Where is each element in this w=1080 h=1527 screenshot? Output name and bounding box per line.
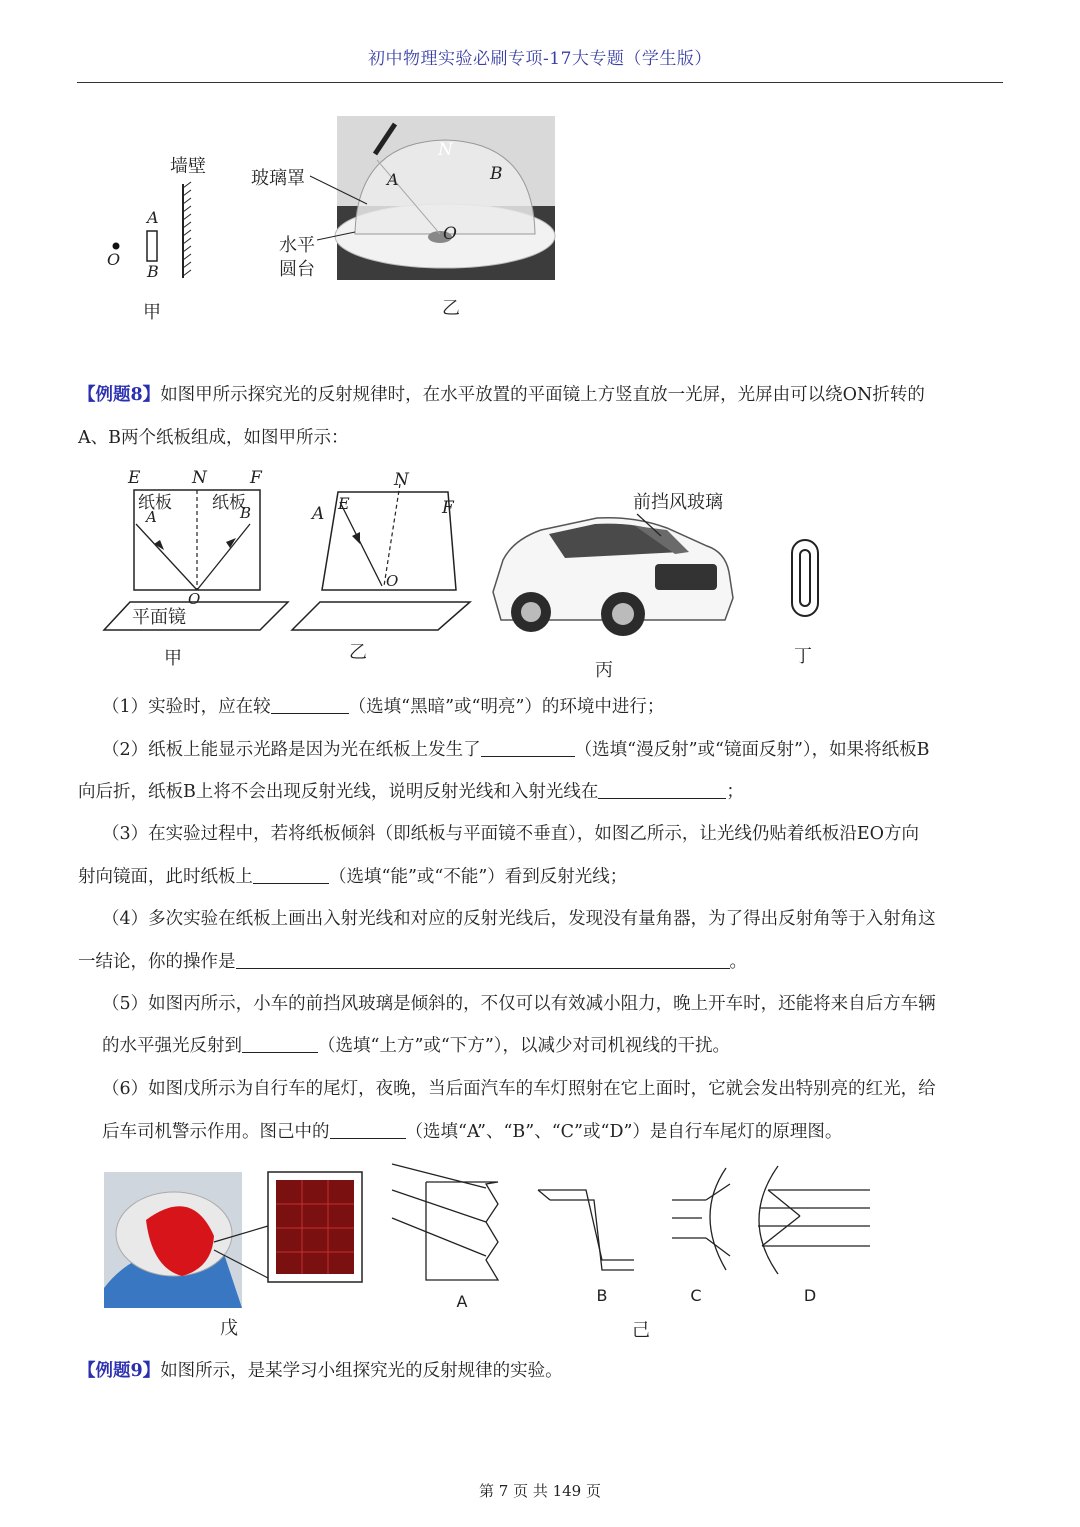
incident-ray xyxy=(136,524,197,590)
header-divider xyxy=(77,82,1003,83)
q6-line2-pre: 后车司机警示作用。图己中的 xyxy=(102,1122,330,1142)
q6-blank[interactable] xyxy=(330,1120,406,1139)
board-b-label-2: B xyxy=(240,504,252,522)
q1-pre: （1）实验时，应在较 xyxy=(102,697,271,717)
ex8-figure-yi-drawing xyxy=(288,462,478,672)
plane-mirror xyxy=(292,602,470,630)
q5-line2-pre: 的水平强光反射到 xyxy=(102,1036,242,1056)
q3-line2-pre: 射向镜面，此时纸板上 xyxy=(78,867,253,887)
board-a-label-1: 纸板 xyxy=(138,493,172,513)
q2-line2-pre: 向后折，纸板B上将不会出现反射光线，说明反射光线和入射光线在 xyxy=(78,782,599,802)
example-9-text: 如图所示，是某学习小组探究光的反射规律的实验。 xyxy=(160,1361,563,1381)
wall-hatching xyxy=(183,182,191,276)
caption-bing: 丙 xyxy=(595,660,613,681)
label-n: N xyxy=(438,140,453,160)
label-e: E xyxy=(338,494,350,513)
caption-jia: 甲 xyxy=(164,648,182,669)
mirror-label: 平面镜 xyxy=(132,607,186,628)
q4-line2-pre: 一结论，你的操作是 xyxy=(78,952,236,972)
q6-line2-post: （选填“A”、“B”、“C”或“D”）是自行车尾灯的原理图。 xyxy=(405,1122,843,1142)
q5-blank[interactable] xyxy=(242,1034,318,1053)
label-diagram-c: C xyxy=(690,1286,702,1305)
page-footer: 第 7 页 共 149 页 xyxy=(478,1482,601,1500)
reflected-ray xyxy=(197,524,250,590)
q5-line2-post: （选填“上方”或“下方”），以减少对司机视线的干扰。 xyxy=(318,1036,731,1056)
board-a-label-2: A xyxy=(146,508,157,526)
platform-label-line2: 圆台 xyxy=(279,259,315,280)
question-1 xyxy=(78,686,1004,729)
label-diagram-d: D xyxy=(803,1286,817,1305)
example-9 xyxy=(78,1350,1004,1393)
example-8-tag: 【例题8】 xyxy=(78,385,161,405)
ex8-figure-yi xyxy=(288,462,478,672)
q1-post: （选填“黑暗”或“明亮”）的环境中进行； xyxy=(348,697,665,717)
label-diagram-a: A xyxy=(456,1292,468,1311)
question-2-line1 xyxy=(78,729,1004,772)
example-8-intro-line2: A、B两个纸板组成，如图甲所示： xyxy=(78,428,349,448)
top-figure-yi xyxy=(245,112,565,322)
tail-light-photo xyxy=(102,1168,372,1308)
board-b-label-1: 纸板 xyxy=(212,493,246,513)
q4-blank[interactable] xyxy=(236,950,730,969)
label-o: O xyxy=(443,224,457,244)
label-a: A xyxy=(147,208,159,227)
point-o-dot xyxy=(113,243,120,250)
glass-dome-label: 玻璃罩 xyxy=(251,168,305,189)
label-f: F xyxy=(442,498,454,518)
question-5-line1: （5）如图丙所示，小车的前挡风玻璃是倾斜的，不仅可以有效减小阻力，晚上开车时，还能将来自后方车辆 xyxy=(102,994,936,1014)
caption-yi: 乙 xyxy=(349,642,367,663)
top-figure-yi-photo xyxy=(245,112,565,322)
caption-wu: 戊 xyxy=(220,1318,238,1339)
q2-post: （选填“漫反射”或“镜面反射”），如果将纸板B xyxy=(574,740,930,760)
label-b: B xyxy=(490,164,503,184)
q2-blank-2[interactable] xyxy=(598,780,726,799)
question-4-line1: （4）多次实验在纸板上画出入射光线和对应的反射光线后，发现没有量角器，为了得出反射角等于入射角这 xyxy=(102,909,936,929)
ji-diagrams xyxy=(390,1160,880,1290)
ex8-figure-ji xyxy=(390,1160,880,1340)
ex8-figure-ding xyxy=(780,536,830,676)
caption-yi-top: 乙 xyxy=(442,298,460,319)
car-grille xyxy=(655,564,717,590)
diagram-b xyxy=(538,1190,634,1270)
label-e: E xyxy=(128,468,141,488)
label-a: A xyxy=(312,504,325,524)
diagram-d xyxy=(758,1166,870,1274)
q2-pre: （2）纸板上能显示光路是因为光在纸板上发生了 xyxy=(102,740,481,760)
platform-label xyxy=(279,234,315,282)
question-3-line1: （3）在实验过程中，若将纸板倾斜（即纸板与平面镜不垂直），如图乙所示，让光线仍贴着纸板沿EO方向 xyxy=(102,824,920,844)
q4-line2-post: 。 xyxy=(729,952,747,972)
label-b: B xyxy=(147,262,159,281)
question-6-line1: （6）如图戊所示为自行车的尾灯，夜晚，当后面汽车的车灯照射在它上面时，它就会发出特别亮的红光，给 xyxy=(102,1079,936,1099)
label-o: O xyxy=(107,250,121,269)
q2-line2-post: ； xyxy=(726,782,744,802)
caption-ding: 丁 xyxy=(794,646,812,667)
ding-drawing xyxy=(780,536,830,626)
example-9-tag: 【例题9】 xyxy=(78,1361,161,1381)
q2-blank-1[interactable] xyxy=(481,738,575,757)
label-diagram-b: B xyxy=(596,1286,608,1305)
diagram-a xyxy=(392,1164,498,1280)
question-5-line2 xyxy=(78,1025,1004,1068)
question-3-line2 xyxy=(78,856,1004,899)
ding-inner xyxy=(800,550,810,606)
windshield-label: 前挡风玻璃 xyxy=(633,492,723,513)
label-o: O xyxy=(188,590,201,608)
top-figure-jia xyxy=(95,140,225,330)
example-8-intro-text1: 如图甲所示探究光的反射规律时，在水平放置的平面镜上方竖直放一光屏，光屏由可以绕ON折转的 xyxy=(160,385,925,405)
platform-label-line1: 水平 xyxy=(279,235,315,256)
question-6-line2 xyxy=(78,1111,1004,1154)
ex8-figure-jia xyxy=(100,462,290,672)
caption-ji: 己 xyxy=(632,1320,650,1341)
caption-jia-top: 甲 xyxy=(143,302,161,323)
label-n: N xyxy=(394,470,409,490)
label-n: N xyxy=(192,468,207,488)
q3-blank[interactable] xyxy=(253,865,329,884)
label-o: O xyxy=(386,572,399,590)
label-a: A xyxy=(387,170,399,189)
label-f: F xyxy=(250,468,262,488)
wall-label: 墙壁 xyxy=(170,156,206,177)
reflector-pattern xyxy=(276,1180,354,1274)
question-4-line2 xyxy=(78,941,1004,984)
question-2-line2 xyxy=(78,771,1004,814)
ex8-figure-bing xyxy=(485,480,745,680)
ex8-figure-wu xyxy=(102,1168,372,1338)
example-8-intro-line1 xyxy=(78,374,1004,417)
page-header-title: 初中物理实验必刷专项-17大专题（学生版） xyxy=(368,49,712,69)
q3-line2-post: （选填“能”或“不能”）看到反射光线； xyxy=(329,867,628,887)
diagram-c xyxy=(672,1168,730,1270)
object-ab xyxy=(147,231,157,261)
ex8-figure-jia-drawing xyxy=(100,462,290,672)
q1-blank[interactable] xyxy=(271,695,349,714)
